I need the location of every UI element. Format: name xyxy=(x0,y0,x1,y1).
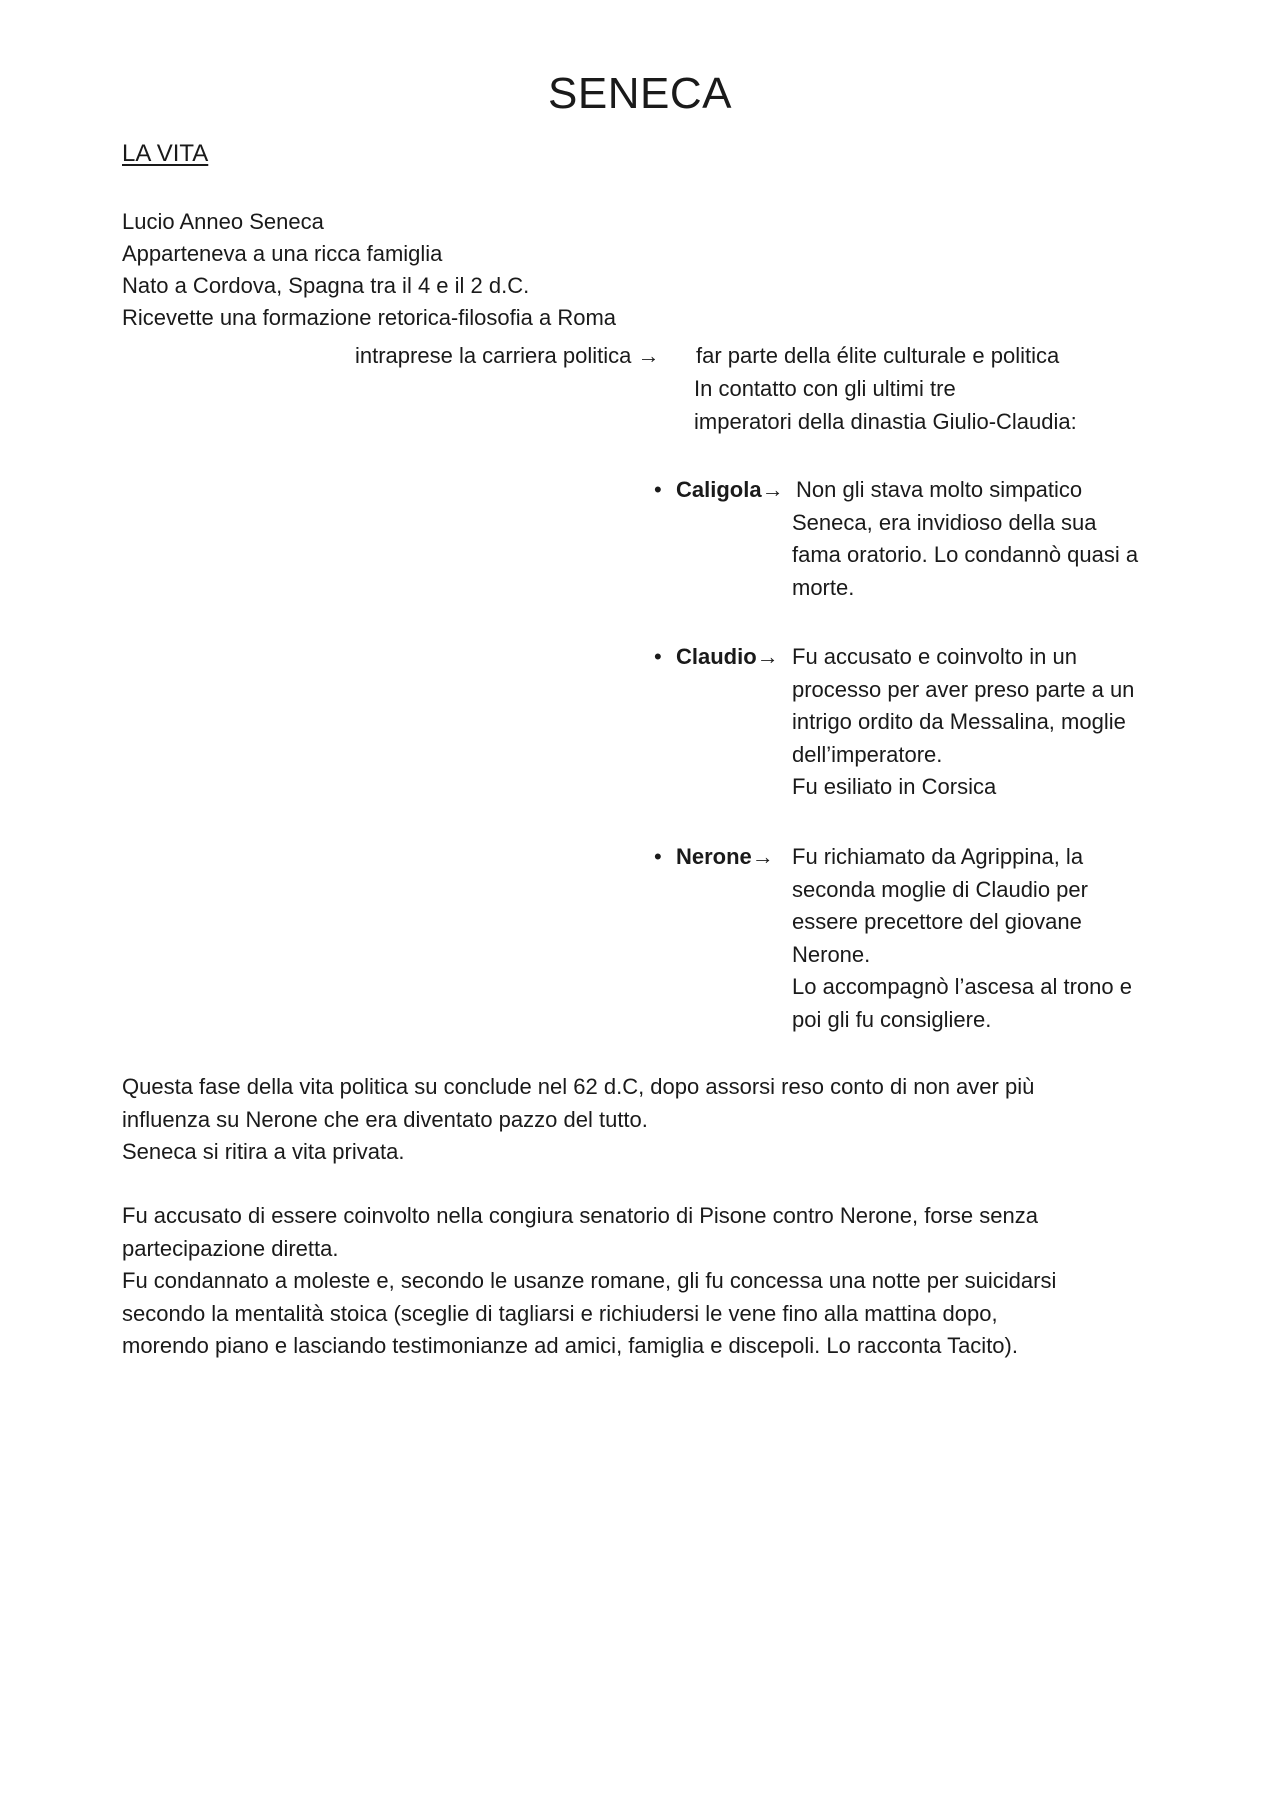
paragraph-line: influenza su Nerone che era diventato pazzo del tutto. xyxy=(122,1106,648,1132)
bullet-icon: • xyxy=(654,644,662,669)
description-line: seconda moglie di Claudio per xyxy=(792,876,1088,902)
emperor-item-claudio xyxy=(654,641,1174,811)
intro-line: Lucio Anneo Seneca xyxy=(122,209,324,234)
description-line: fama oratorio. Lo condannò quasi a xyxy=(792,542,1139,567)
description-line: intrigo ordito da Messalina, moglie xyxy=(792,709,1126,734)
description-line: essere precettore del giovane xyxy=(792,909,1082,934)
page-title: SENECA xyxy=(548,69,732,118)
paragraph-line: morendo piano e lasciando testimonianze ad amici, famiglia e discepoli. Lo racconta Tacito). xyxy=(122,1333,1018,1358)
paragraph-line: Fu condannato a moleste e, secondo le usanze romane, gli fu concessa una notte per suicidarsi xyxy=(122,1268,1057,1293)
paragraph-death xyxy=(122,1200,1056,1363)
paragraph-political-end xyxy=(122,1071,1034,1169)
bullet-icon: • xyxy=(654,477,662,502)
emperor-description xyxy=(792,841,1172,1036)
description-line: Lo accompagnò l’ascesa al trono e xyxy=(792,974,1132,999)
description-line: Seneca, era invidioso della sua xyxy=(792,509,1097,535)
description-line: morte. xyxy=(792,574,855,600)
description-line: Fu richiamato da Agrippina, la xyxy=(792,844,1084,869)
description-line: poi gli fu consigliere. xyxy=(792,1006,992,1032)
career-detail-line: far parte della élite culturale e politica xyxy=(696,343,1060,368)
paragraph-line: secondo la mentalità stoica (sceglie di tagliarsi e richiudersi le vene fino alla mattina dopo, xyxy=(122,1300,998,1326)
description-line: Fu accusato e coinvolto in un xyxy=(792,644,1077,669)
emperor-name: Nerone→ xyxy=(676,844,774,869)
description-line: Nerone. xyxy=(792,941,871,967)
emperor-description xyxy=(792,474,1176,604)
emperor-name: Caligola→ xyxy=(676,477,784,502)
paragraph-line: Fu accusato di essere coinvolto nella congiura senatorio di Pisone contro Nerone, forse senza xyxy=(122,1203,1038,1228)
description-line: Non gli stava molto simpatico xyxy=(796,477,1083,502)
emperor-name: Claudio→ xyxy=(676,644,779,669)
paragraph-line: partecipazione diretta. xyxy=(122,1235,339,1261)
description-line: processo per aver preso parte a un xyxy=(792,676,1135,702)
emperor-description xyxy=(792,641,1172,804)
section-heading: LA VITA xyxy=(122,140,209,167)
career-detail-line: imperatori della dinastia Giulio-Claudia: xyxy=(694,409,1077,434)
career-detail-line: In contatto con gli ultimi tre xyxy=(694,376,956,401)
description-line: Fu esiliato in Corsica xyxy=(792,774,997,799)
intro-line: Apparteneva a una ricca famiglia xyxy=(122,241,443,266)
bullet-icon: • xyxy=(654,844,662,869)
intro-line: Ricevette una formazione retorica-filosofia a Roma xyxy=(122,305,617,330)
career-start: intraprese la carriera politica → xyxy=(355,343,660,368)
paragraph-line: Seneca si ritira a vita privata. xyxy=(122,1139,405,1164)
description-line: dell’imperatore. xyxy=(792,741,943,767)
emperor-item-caligola xyxy=(654,474,1174,614)
paragraph-line: Questa fase della vita politica su conclude nel 62 d.C, dopo assorsi reso conto di non aver più xyxy=(122,1074,1035,1099)
intro-line: Nato a Cordova, Spagna tra il 4 e il 2 d.C. xyxy=(122,273,530,298)
emperor-item-nerone xyxy=(654,841,1174,1041)
